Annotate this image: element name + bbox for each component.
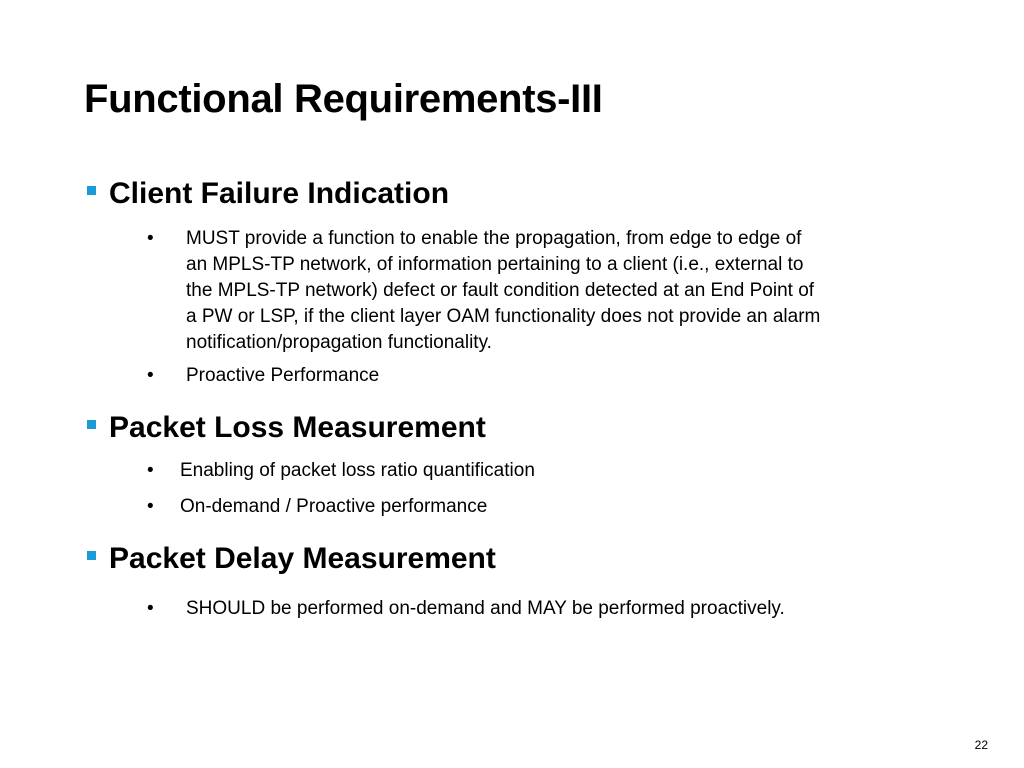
list-item	[84, 458, 984, 484]
section-heading: Packet Delay Measurement	[109, 542, 496, 575]
square-bullet-icon	[87, 186, 96, 195]
list-item-text: On-demand / Proactive performance	[180, 496, 488, 517]
slide-title: Functional Requirements-III	[84, 77, 603, 121]
section-header	[84, 541, 984, 577]
bullet-dot-icon: •	[147, 598, 154, 619]
list-item-text: MUST provide a function to enable the propagation, from edge to edge of an MPLS-TP network, of information pertaining to a client (i.e., external to the MPLS-TP network) defect or fault condition detected at an End Point of a PW or LSP, if the client layer OAM functionality does not provide an alarm notification/propagation functionality.	[186, 228, 821, 353]
section-header	[84, 176, 984, 212]
bullet-dot-icon: •	[147, 496, 154, 517]
list-item	[84, 596, 984, 622]
list-item	[84, 226, 984, 356]
section-header	[84, 410, 984, 446]
section-heading: Client Failure Indication	[109, 177, 450, 210]
bullet-dot-icon: •	[147, 228, 154, 249]
list-item-text: Enabling of packet loss ratio quantification	[180, 460, 535, 481]
bullet-dot-icon: •	[147, 365, 154, 386]
bullet-dot-icon: •	[147, 460, 154, 481]
square-bullet-icon	[87, 420, 96, 429]
section-packet-loss-measurement	[84, 410, 984, 520]
list-item-text: Proactive Performance	[186, 365, 380, 386]
square-bullet-icon	[87, 551, 96, 560]
section-client-failure-indication	[84, 176, 984, 396]
list-item-text: SHOULD be performed on-demand and MAY be performed proactively.	[186, 598, 785, 619]
list-item	[84, 363, 984, 389]
list-item	[84, 494, 984, 520]
page-number: 22	[974, 738, 988, 752]
section-heading: Packet Loss Measurement	[109, 411, 486, 444]
section-packet-delay-measurement	[84, 541, 984, 631]
